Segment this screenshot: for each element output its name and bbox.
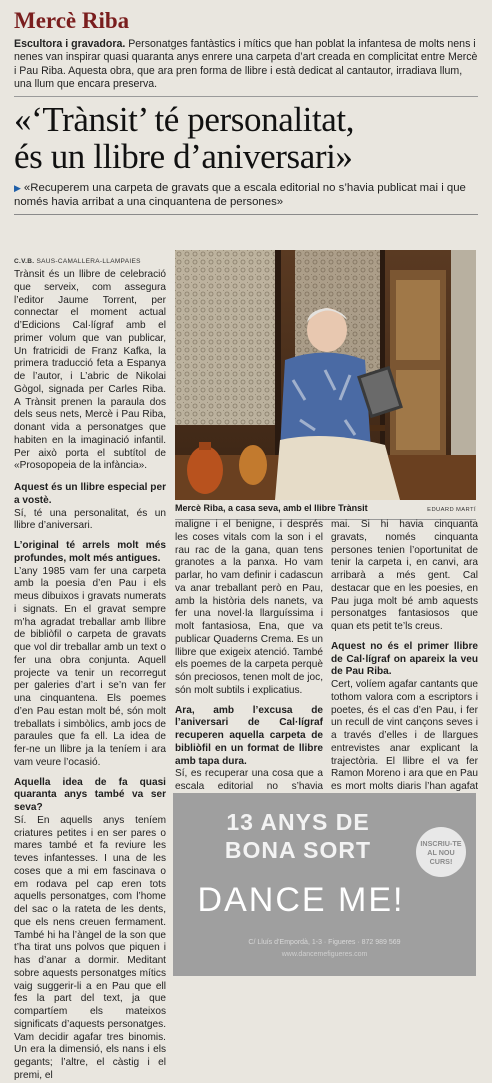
caption-text: Mercè Riba, a casa seva, amb el llibre Trànsit (175, 503, 368, 513)
column-1 (14, 269, 166, 1083)
byline (14, 258, 141, 265)
answer-2: L’any 1985 vam fer una carpeta amb la poesia d’en Pau i els meus dibuixos i gravats numerats i signats. En el gravat sempre m’ha agradat treballar amb llibre de bibliòfil o carpeta de gravats que vol dir treballar amb un text o fer una obra conjunta. Aquell projecte va tenir un recorregut per galeries d’art i se’n van fer una cinquantena. Els poemes d’en Pau estan molt bé, són molt treballats i simbòlics, amb jocs de paraules que fa ell. La idea de fer-ne un llibre ja la teníem i ara vam veure l’ocasió. (14, 565, 166, 768)
answer-5: Cert, volíem agafar cantants que tothom valora com a escriptors i poetes, és el cas d’en Pau, i fer un recull de vint cançons seves i a través d’elles i de llargues entrevistes anar explicant la trajectòria. El llibre el va fer Ramon Moreno i ara que en Pau es mort molts diaris l’han agafat (331, 679, 478, 792)
ad-headline-1: 13 ANYS DE (226, 809, 370, 835)
headline (14, 101, 478, 175)
answer-3: Sí. En aquells anys teníem criatures petites i en ser pares o mares també et fa reviure les teves infantesses. I una de les coses que a mi em fascinava o em rodava pel cap eren tots aquells personatges, com l’home del sac o la rateta de les dents, que els nens creuen fermament. També hi ha l’àngel de la son que t’ha tirat uns polvos que piquen i has d’anar a dormir. Meditant sobre aquests personatges mítics vaig suggerir-li a en Pau que ell fes la part del text, ja que compartíem els mateixos significats d’aquests personatges. Vam decidir agafar tres binomis. Un era la dimensió, els nans i els gegants; l’altre, el càstig i el premi, el (14, 814, 166, 1081)
question-3: Aquella idea de fa quasi quaranta anys també va ser seva? (14, 776, 166, 813)
intro-text: Personatges fantàstics i mítics que han poblat la infantesa de molts nens i nenes van inspirar quasi quaranta anys enrere una carpeta d’art creada en complicitat entre Mercè i Pau Riba. Aquesta obra, que ara pren forma de llibre i està dedicat al cantautor, irradiava llum, una llum que encara preserva. (14, 38, 478, 91)
subheadline-text: «Recuperem una carpeta de gravats que a escala editorial no s’havia publicat mai i que només havia arribat a una cinquantena de persones» (14, 181, 466, 208)
column-2-text: maligne i el benigne, i després les coses vitals com la son i el rau rac de la gana, quan tens granotes a la panxa. Ho vam parlar, ho vam definir i cadascun va anar treballant però en Pau, amb la història dels nanets, va fer una novel·la llarguíssima i molt fantasiosa, Ena, que va publicar Quaderns Crema. Es un llibre que exigeix atenció. També els poemes de la carpeta perquè són preciosos, tenen molt de joc, són molt subtils i explicatius. (175, 519, 323, 696)
question-4: Ara, amb l’excusa de l’aniversari de Cal·lígraf recuperen aquella carpeta de bibliòfil en un format de llibre amb tapa dura. (175, 704, 323, 767)
question-5: Aquest no és el primer llibre de Cal·lígraf on apareix la veu de Pau Riba. (331, 640, 478, 678)
kicker-name: Mercè Riba (14, 8, 130, 33)
question-1: Aquest és un llibre especial per a vostè. (14, 482, 166, 506)
lead-paragraph: Trànsit és un llibre de celebració que serveix, com assegura l’editor Jaume Torrent, per connectar el moment actual d’Edicions Cal·lígraf amb el primer volum que van publicar, Un fratricidi de Franz Kafka, la primera traducció feta a Espanya de l’autor, i L’abric de Nikolai Gògol, signada per Carles Riba. A Trànsit prenen la paraula dos dels seus nets, Mercè i Pau Riba, donant vida a personatges que habiten en la imaginació infantil. Per això porta el subtítol de «Prosopopeia de la infància». (14, 269, 166, 472)
headline-line-2: és un llibre d’aniversari» (14, 136, 353, 176)
answer-1: Sí, té una personalitat, és un llibre d’aniversari. (14, 507, 166, 532)
headline-line-1: «‘Trànsit’ té personalitat, (14, 99, 355, 139)
column-3-text: mai. Si hi havia cinquanta gravats, només cinquanta persones tenien l’oportunitat de tenir la carpeta i, en canvi, ara arribarà a més gent. Cal destacar que en les poesies, en Pau juga molt bé amb aquests personatges fantasiosos que quan ets petit te’ls creus. (331, 519, 478, 632)
article-photo (175, 250, 476, 500)
triangle-bullet-icon: ▶ (14, 182, 21, 193)
ad-website[interactable]: www.dancemefigueres.com (281, 951, 368, 958)
photo-caption (175, 503, 476, 520)
subheadline (14, 181, 478, 215)
question-2: L’original té arrels molt més profundes, molt més antigues. (14, 540, 166, 564)
ad-brand: DANCE ME! (197, 881, 405, 919)
ad-badge[interactable]: INSCRIU-TE AL NOU CURS! (416, 827, 466, 877)
column-3 (331, 519, 478, 807)
ad-address: C/ Lluís d’Empordà, 1-3 · Figueres · 872 989 569 (248, 939, 401, 946)
photo-credit: EDUARD MARTÍ (427, 507, 476, 513)
intro-paragraph (14, 38, 478, 97)
ad-headline-2: BONA SORT (224, 837, 372, 863)
column-2 (175, 519, 323, 807)
byline-initials: C.V.B. (14, 258, 35, 265)
intro-bold: Escultora i gravadora. (14, 38, 126, 50)
photo-illustration (175, 250, 476, 500)
byline-place: SAUS-CAMALLERA-LLAMPAIES (34, 258, 141, 265)
advertisement[interactable] (173, 793, 476, 976)
answer-4: Sí, es recuperar una cosa que a escala editorial no s’havia (175, 768, 323, 792)
